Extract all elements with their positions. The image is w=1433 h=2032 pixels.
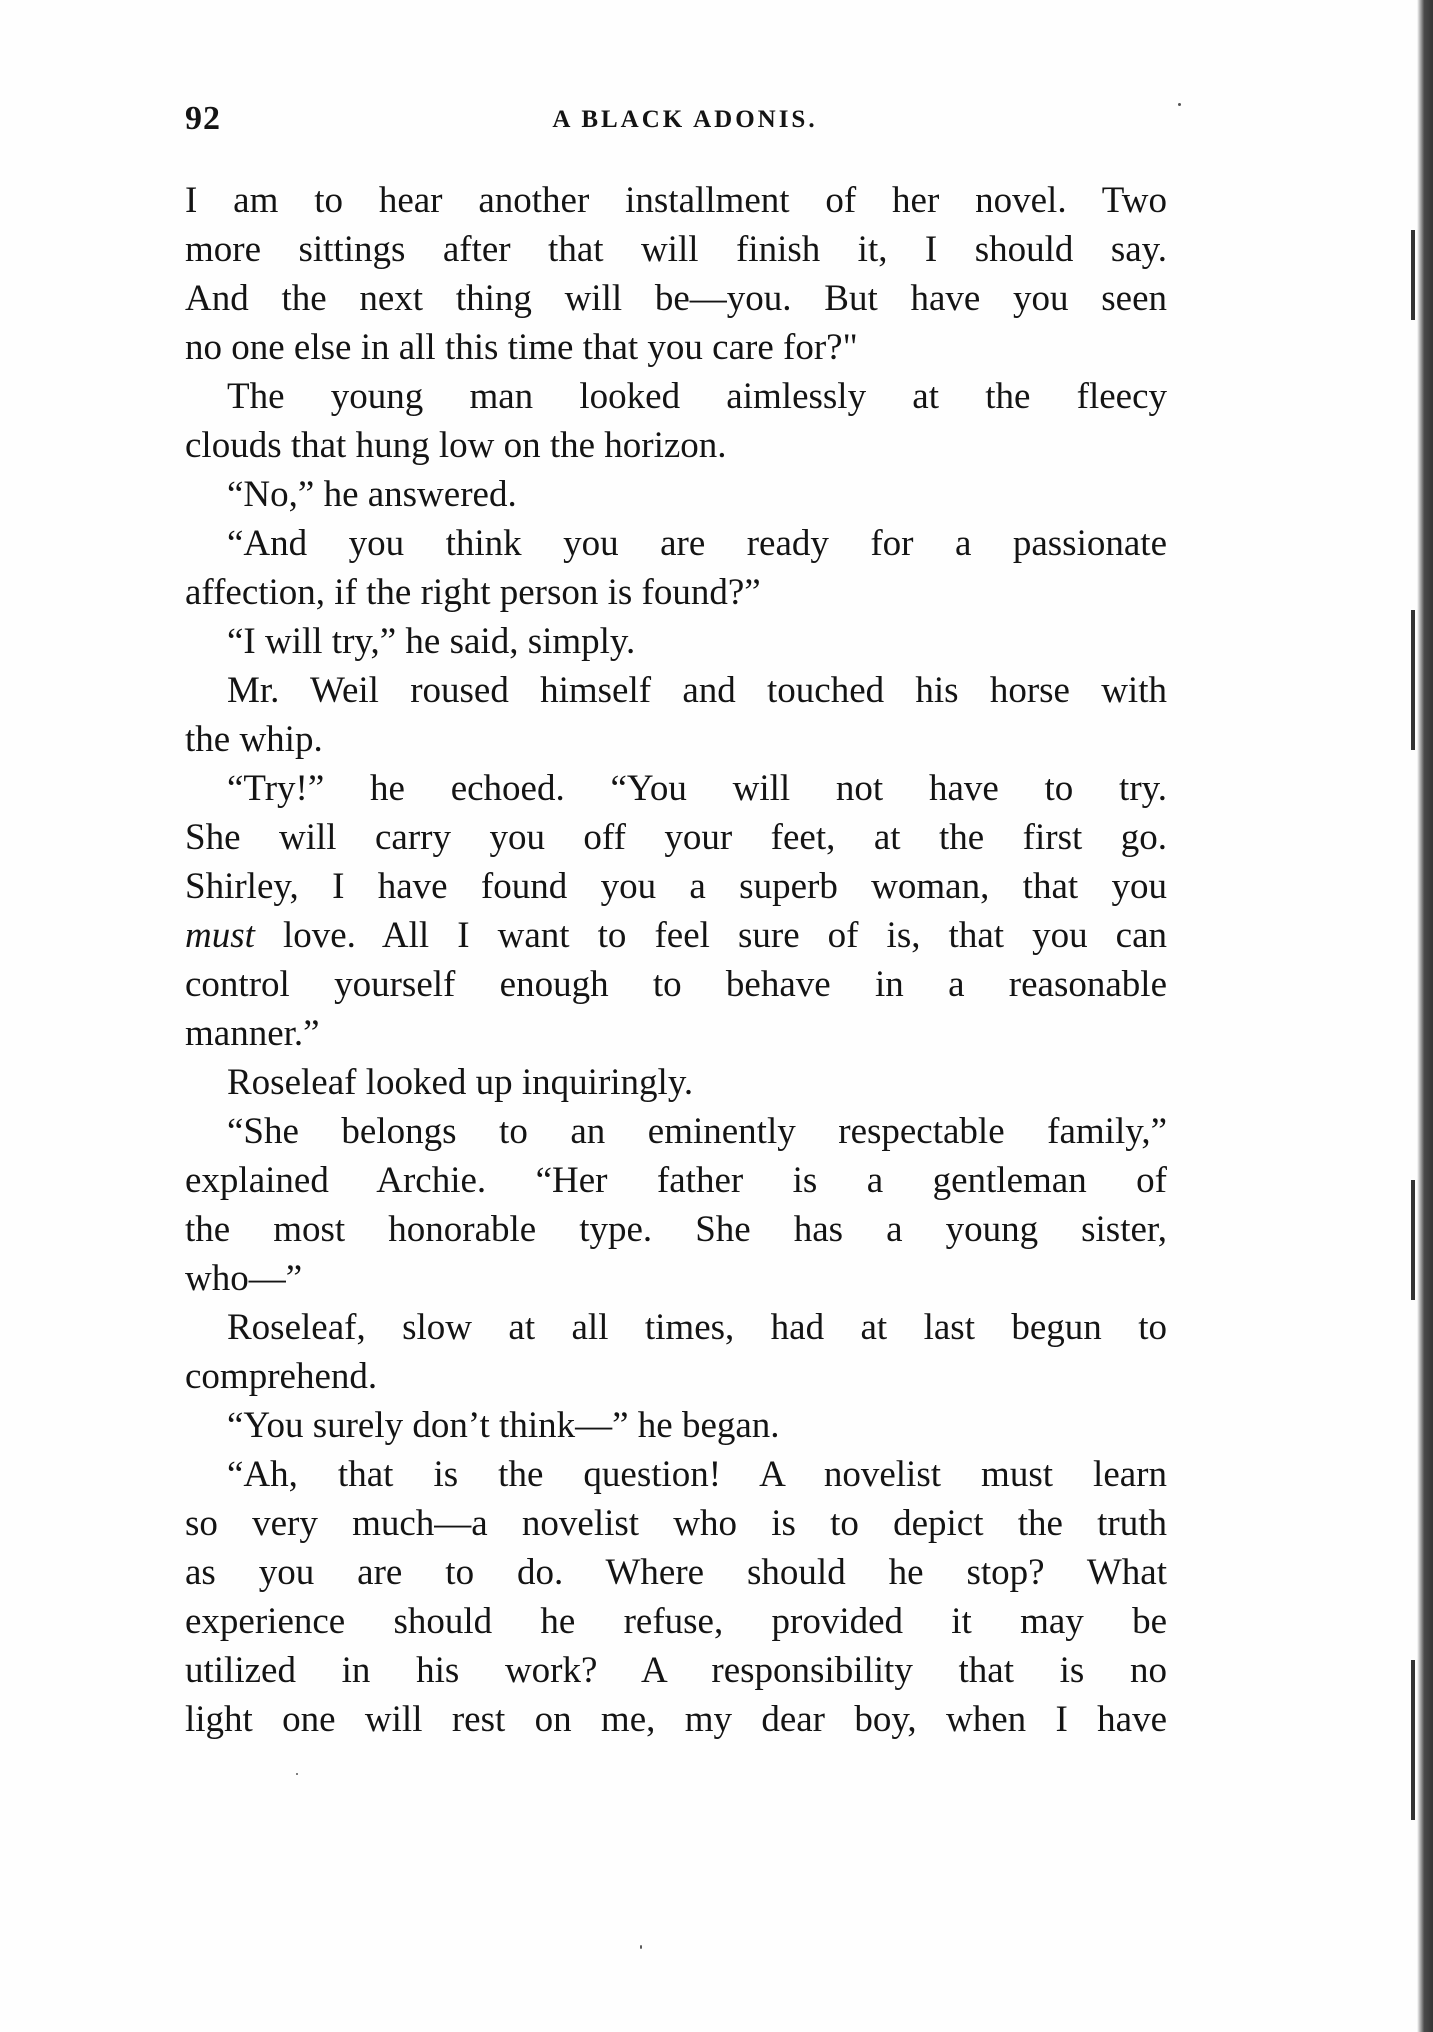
text-line: no one else in all this time that you care for?" xyxy=(185,327,858,368)
text-line: light one will rest on me, my dear boy, when I have xyxy=(185,1699,1167,1740)
text-line: the most honorable type. She has a young sister, xyxy=(185,1209,1167,1250)
text-line: “No,” he answered. xyxy=(227,474,517,515)
text-line: Roseleaf, slow at all times, had at last begun to xyxy=(227,1307,1167,1348)
text-line: “I will try,” he said, simply. xyxy=(227,621,636,662)
text-line: “You surely don’t think—” he began. xyxy=(227,1405,780,1446)
text-line: more sittings after that will finish it, I should say. xyxy=(185,229,1167,270)
page-binding-edge xyxy=(1417,0,1433,2032)
text-line: control yourself enough to behave in a reasonable xyxy=(185,964,1167,1005)
edge-shadow-mark xyxy=(1411,1180,1415,1300)
edge-shadow-mark xyxy=(1411,610,1415,750)
text-line: affection, if the right person is found?” xyxy=(185,572,761,613)
edge-shadow-mark xyxy=(1411,230,1415,320)
emphasis-word: must xyxy=(185,915,255,956)
print-speck xyxy=(1178,103,1181,106)
running-head: A BLACK ADONIS. xyxy=(552,106,818,133)
text-line: “Try!” he echoed. “You will not have to try. xyxy=(227,768,1167,809)
text-line: who—” xyxy=(185,1258,303,1299)
print-speck xyxy=(296,1773,298,1775)
text-line: “And you think you are ready for a passionate xyxy=(227,523,1167,564)
edge-shadow-mark xyxy=(1411,1660,1415,1820)
text-line: explained Archie. “Her father is a gentleman of xyxy=(185,1160,1167,1201)
text-line: manner.” xyxy=(185,1013,320,1054)
text-line: Mr. Weil roused himself and touched his horse with xyxy=(227,670,1167,711)
text-line: The young man looked aimlessly at the fleecy xyxy=(227,376,1167,417)
text-line: must love. All I want to feel sure of is, that you can xyxy=(185,915,1167,956)
text-line: I am to hear another installment of her novel. Two xyxy=(185,180,1167,221)
text-line: And the next thing will be—you. But have you seen xyxy=(185,278,1167,319)
body-text xyxy=(185,176,1167,1744)
text-line: Roseleaf looked up inquiringly. xyxy=(227,1062,694,1103)
print-speck xyxy=(640,1945,642,1949)
page-number: 92 xyxy=(185,100,221,137)
text-line: the whip. xyxy=(185,719,323,760)
text-line: comprehend. xyxy=(185,1356,378,1397)
text-line: She will carry you off your feet, at the first go. xyxy=(185,817,1167,858)
text-line: experience should he refuse, provided it may be xyxy=(185,1601,1167,1642)
text-line: “She belongs to an eminently respectable family,” xyxy=(227,1111,1167,1152)
text-line: “Ah, that is the question! A novelist must learn xyxy=(227,1454,1167,1495)
text-line: so very much—a novelist who is to depict the truth xyxy=(185,1503,1167,1544)
text-line: utilized in his work? A responsibility that is no xyxy=(185,1650,1167,1691)
text-line: as you are to do. Where should he stop? What xyxy=(185,1552,1167,1593)
text-line: Shirley, I have found you a superb woman, that you xyxy=(185,866,1167,907)
page-header xyxy=(185,100,1185,140)
text-line: clouds that hung low on the horizon. xyxy=(185,425,727,466)
